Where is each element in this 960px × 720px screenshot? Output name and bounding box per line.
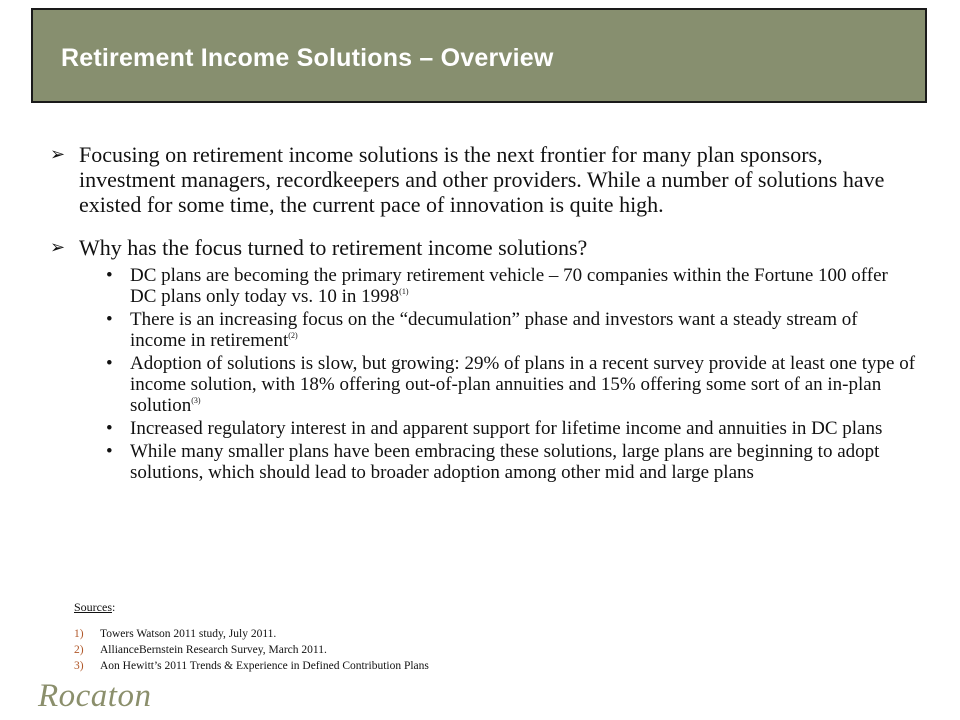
source-number: 3) xyxy=(74,660,84,672)
arrow-right-icon: ➢ xyxy=(50,144,66,165)
dot-bullet-icon: • xyxy=(106,441,113,462)
source-item xyxy=(74,642,429,658)
source-text: AllianceBernstein Research Survey, March 2011. xyxy=(100,644,327,656)
dot-bullet-icon: • xyxy=(106,418,113,439)
page-title: Retirement Income Solutions – Overview xyxy=(61,44,554,72)
sub-point xyxy=(79,418,918,439)
footnote-marker: (3) xyxy=(191,396,201,405)
sub-point xyxy=(79,353,918,416)
source-item xyxy=(74,626,429,642)
sub-point-text: Adoption of solutions is slow, but growing: 29% of plans in a recent survey provide at least one type of income solution, with 18% offering out-of-plan annuities and 15% offering some sort of an in-plan solution xyxy=(130,353,916,416)
main-point-text: Why has the focus turned to retirement income solutions? xyxy=(79,235,588,260)
source-number: 2) xyxy=(74,644,84,656)
footnote-marker: (2) xyxy=(288,331,298,340)
sub-point xyxy=(79,441,918,483)
content-body xyxy=(48,142,918,485)
main-point xyxy=(48,142,918,217)
sub-point-list xyxy=(79,265,918,483)
sources-heading-colon: : xyxy=(112,600,116,614)
sources-heading-row xyxy=(74,600,429,615)
sub-point xyxy=(79,265,918,307)
arrow-right-icon: ➢ xyxy=(50,237,66,258)
source-item xyxy=(74,658,429,674)
sub-point xyxy=(79,309,918,351)
footnote-marker: (1) xyxy=(399,287,409,296)
source-text: Towers Watson 2011 study, July 2011. xyxy=(100,628,277,640)
sub-point-text: DC plans are becoming the primary retirement vehicle – 70 companies within the Fortune 100 offer DC plans only today vs. 10 in 1998 xyxy=(130,265,888,307)
dot-bullet-icon: • xyxy=(106,309,113,330)
main-point-text: Focusing on retirement income solutions is the next frontier for many plan sponsors, investment managers, recordkeepers and other providers. While a number of solutions have existed for some time, the current pace of innovation is quite high. xyxy=(79,142,885,217)
sources-heading: Sources xyxy=(74,600,112,614)
source-text: Aon Hewitt’s 2011 Trends & Experience in Defined Contribution Plans xyxy=(100,660,429,672)
company-logo: Rocaton xyxy=(38,678,152,714)
source-number: 1) xyxy=(74,628,84,640)
sub-point-text: There is an increasing focus on the “decumulation” phase and investors want a steady stream of income in retirement xyxy=(130,309,858,351)
sources-section xyxy=(74,600,429,674)
dot-bullet-icon: • xyxy=(106,353,113,374)
main-point xyxy=(48,235,918,483)
dot-bullet-icon: • xyxy=(106,265,113,286)
sub-point-text: While many smaller plans have been embracing these solutions, large plans are beginning to adopt solutions, which should lead to broader adoption among other mid and large plans xyxy=(130,441,880,483)
sub-point-text: Increased regulatory interest in and apparent support for lifetime income and annuities in DC plans xyxy=(130,418,883,439)
header-banner xyxy=(31,8,927,103)
